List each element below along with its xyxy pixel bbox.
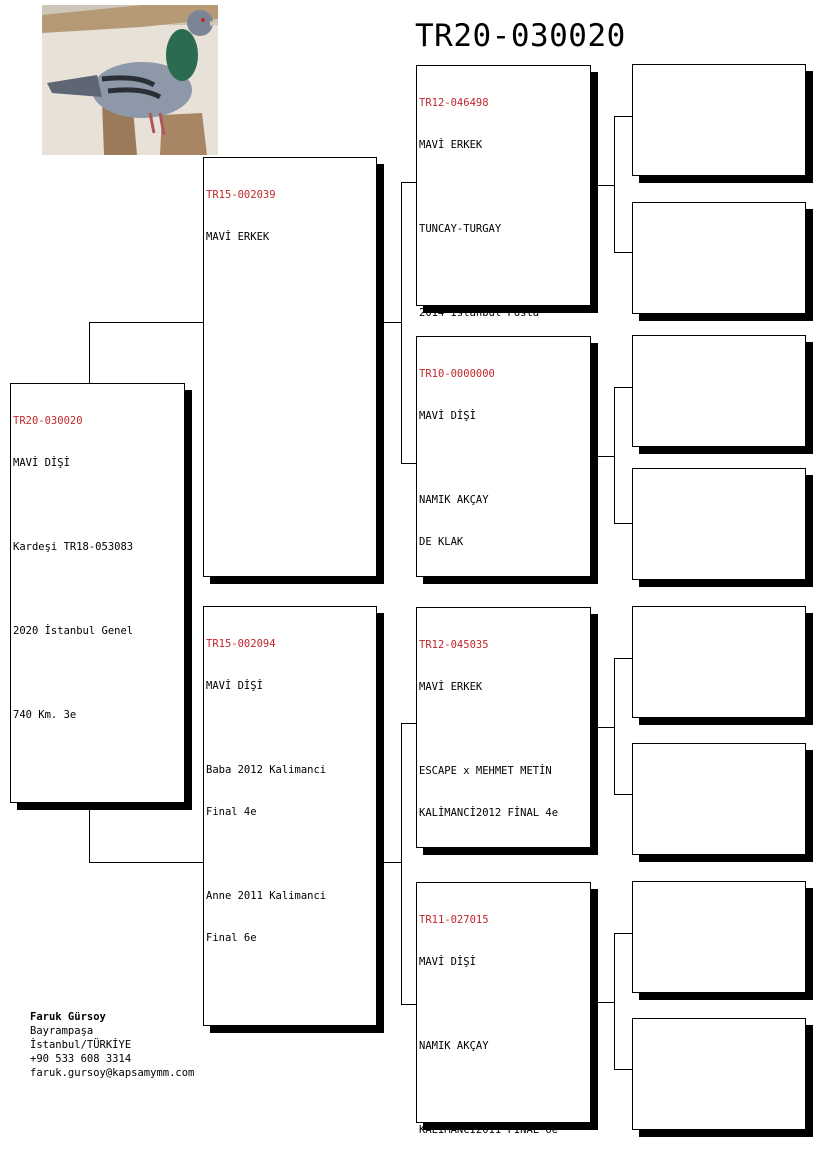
connector	[614, 387, 615, 524]
sire-card	[203, 157, 377, 577]
sire-dam-card	[416, 336, 591, 577]
connector	[597, 456, 615, 457]
info-line: ESCAPE x MEHMET METİN	[419, 765, 552, 777]
owner-city: İstanbul/TÜRKİYE	[30, 1039, 132, 1051]
pedigree-title: TR20-030020	[415, 18, 626, 54]
great-grandparent-card	[632, 202, 806, 314]
info-line: MAVİ DİŞİ	[13, 457, 70, 469]
connector	[614, 658, 632, 659]
info-line: Baba 2012 Kalimanci	[206, 764, 327, 776]
owner-name: Faruk Gürsoy	[30, 1011, 106, 1023]
ring-number: TR11-027015	[419, 914, 489, 926]
connector	[401, 1004, 417, 1005]
owner-info	[30, 1010, 194, 1080]
connector	[614, 387, 632, 388]
connector	[401, 463, 417, 464]
info-line: 2020 İstanbul Genel	[13, 625, 134, 637]
connector	[89, 322, 90, 384]
owner-email[interactable]: faruk.gursoy@kapsamymm.com	[30, 1067, 195, 1079]
ring-number: TR12-045035	[419, 639, 489, 651]
info-line	[419, 264, 588, 278]
great-grandparent-card	[632, 468, 806, 580]
connector	[401, 723, 417, 724]
connector	[597, 1002, 615, 1003]
info-line: 2014 İstanbul Posta	[419, 307, 540, 319]
info-line: 740 Km. 3e	[13, 709, 77, 721]
info-line	[419, 997, 588, 1011]
info-line: MAVİ ERKEK	[419, 139, 483, 151]
great-grandparent-card	[632, 64, 806, 176]
info-line	[206, 847, 374, 861]
sire-sire-card	[416, 65, 591, 319]
ring-number: TR20-030020	[13, 415, 83, 427]
connector	[614, 116, 615, 253]
connector	[614, 523, 632, 524]
info-line: Final 6e	[206, 932, 257, 944]
connector	[597, 727, 615, 728]
connector	[614, 933, 615, 1070]
info-line: NAMIK AKÇAY	[419, 494, 489, 506]
pigeon-photo-icon	[42, 5, 218, 155]
owner-phone: +90 533 608 3314	[30, 1053, 132, 1065]
info-line	[419, 180, 588, 194]
connector	[614, 1069, 632, 1070]
connector	[401, 182, 417, 183]
info-line: KALİMANCİ2012 FİNAL 4e	[419, 807, 559, 819]
great-grandparent-card	[632, 335, 806, 447]
info-line: DE KLAK	[419, 536, 464, 548]
info-line	[13, 498, 182, 512]
dam-sire-card	[416, 607, 591, 848]
connector	[614, 658, 615, 795]
ring-number: TR10-0000000	[419, 368, 495, 380]
info-line: MAVİ DİŞİ	[419, 956, 476, 968]
info-line: Anne 2011 Kalimanci	[206, 890, 327, 902]
info-line: TUNCAY-TURGAY	[419, 223, 502, 235]
info-line: MAVİ ERKEK	[206, 231, 270, 243]
connector	[614, 116, 632, 117]
ring-number: TR15-002094	[206, 638, 276, 650]
owner-district: Bayrampaşa	[30, 1025, 94, 1037]
connector	[89, 808, 90, 863]
ring-number: TR15-002039	[206, 189, 276, 201]
info-line	[419, 1081, 588, 1095]
great-grandparent-card	[632, 881, 806, 993]
info-line: MAVİ DİŞİ	[419, 410, 476, 422]
ring-number: TR12-046498	[419, 97, 489, 109]
dam-card	[203, 606, 377, 1026]
connector	[401, 182, 402, 464]
connector	[383, 322, 402, 323]
great-grandparent-card	[632, 1018, 806, 1130]
info-line	[419, 722, 588, 736]
info-line: Final 4e	[206, 806, 257, 818]
connector	[89, 322, 204, 323]
info-line: MAVİ ERKEK	[419, 681, 483, 693]
info-line	[206, 721, 374, 735]
connector	[89, 862, 204, 863]
info-line	[13, 666, 182, 680]
great-grandparent-card	[632, 606, 806, 718]
connector	[614, 252, 632, 253]
info-line: MAVİ DİŞİ	[206, 680, 263, 692]
connector	[401, 723, 402, 1005]
connector	[383, 862, 402, 863]
connector	[614, 933, 632, 934]
dam-dam-card	[416, 882, 591, 1136]
great-grandparent-card	[632, 743, 806, 855]
info-line	[419, 451, 588, 465]
info-line: NAMIK AKÇAY	[419, 1040, 489, 1052]
info-line: Kardeşi TR18-053083	[13, 541, 134, 553]
connector	[614, 794, 632, 795]
info-line: KALİMANCİ2011 FİNAL 6e	[419, 1124, 559, 1136]
subject-card	[10, 383, 185, 803]
connector	[597, 185, 615, 186]
info-line	[13, 582, 182, 596]
